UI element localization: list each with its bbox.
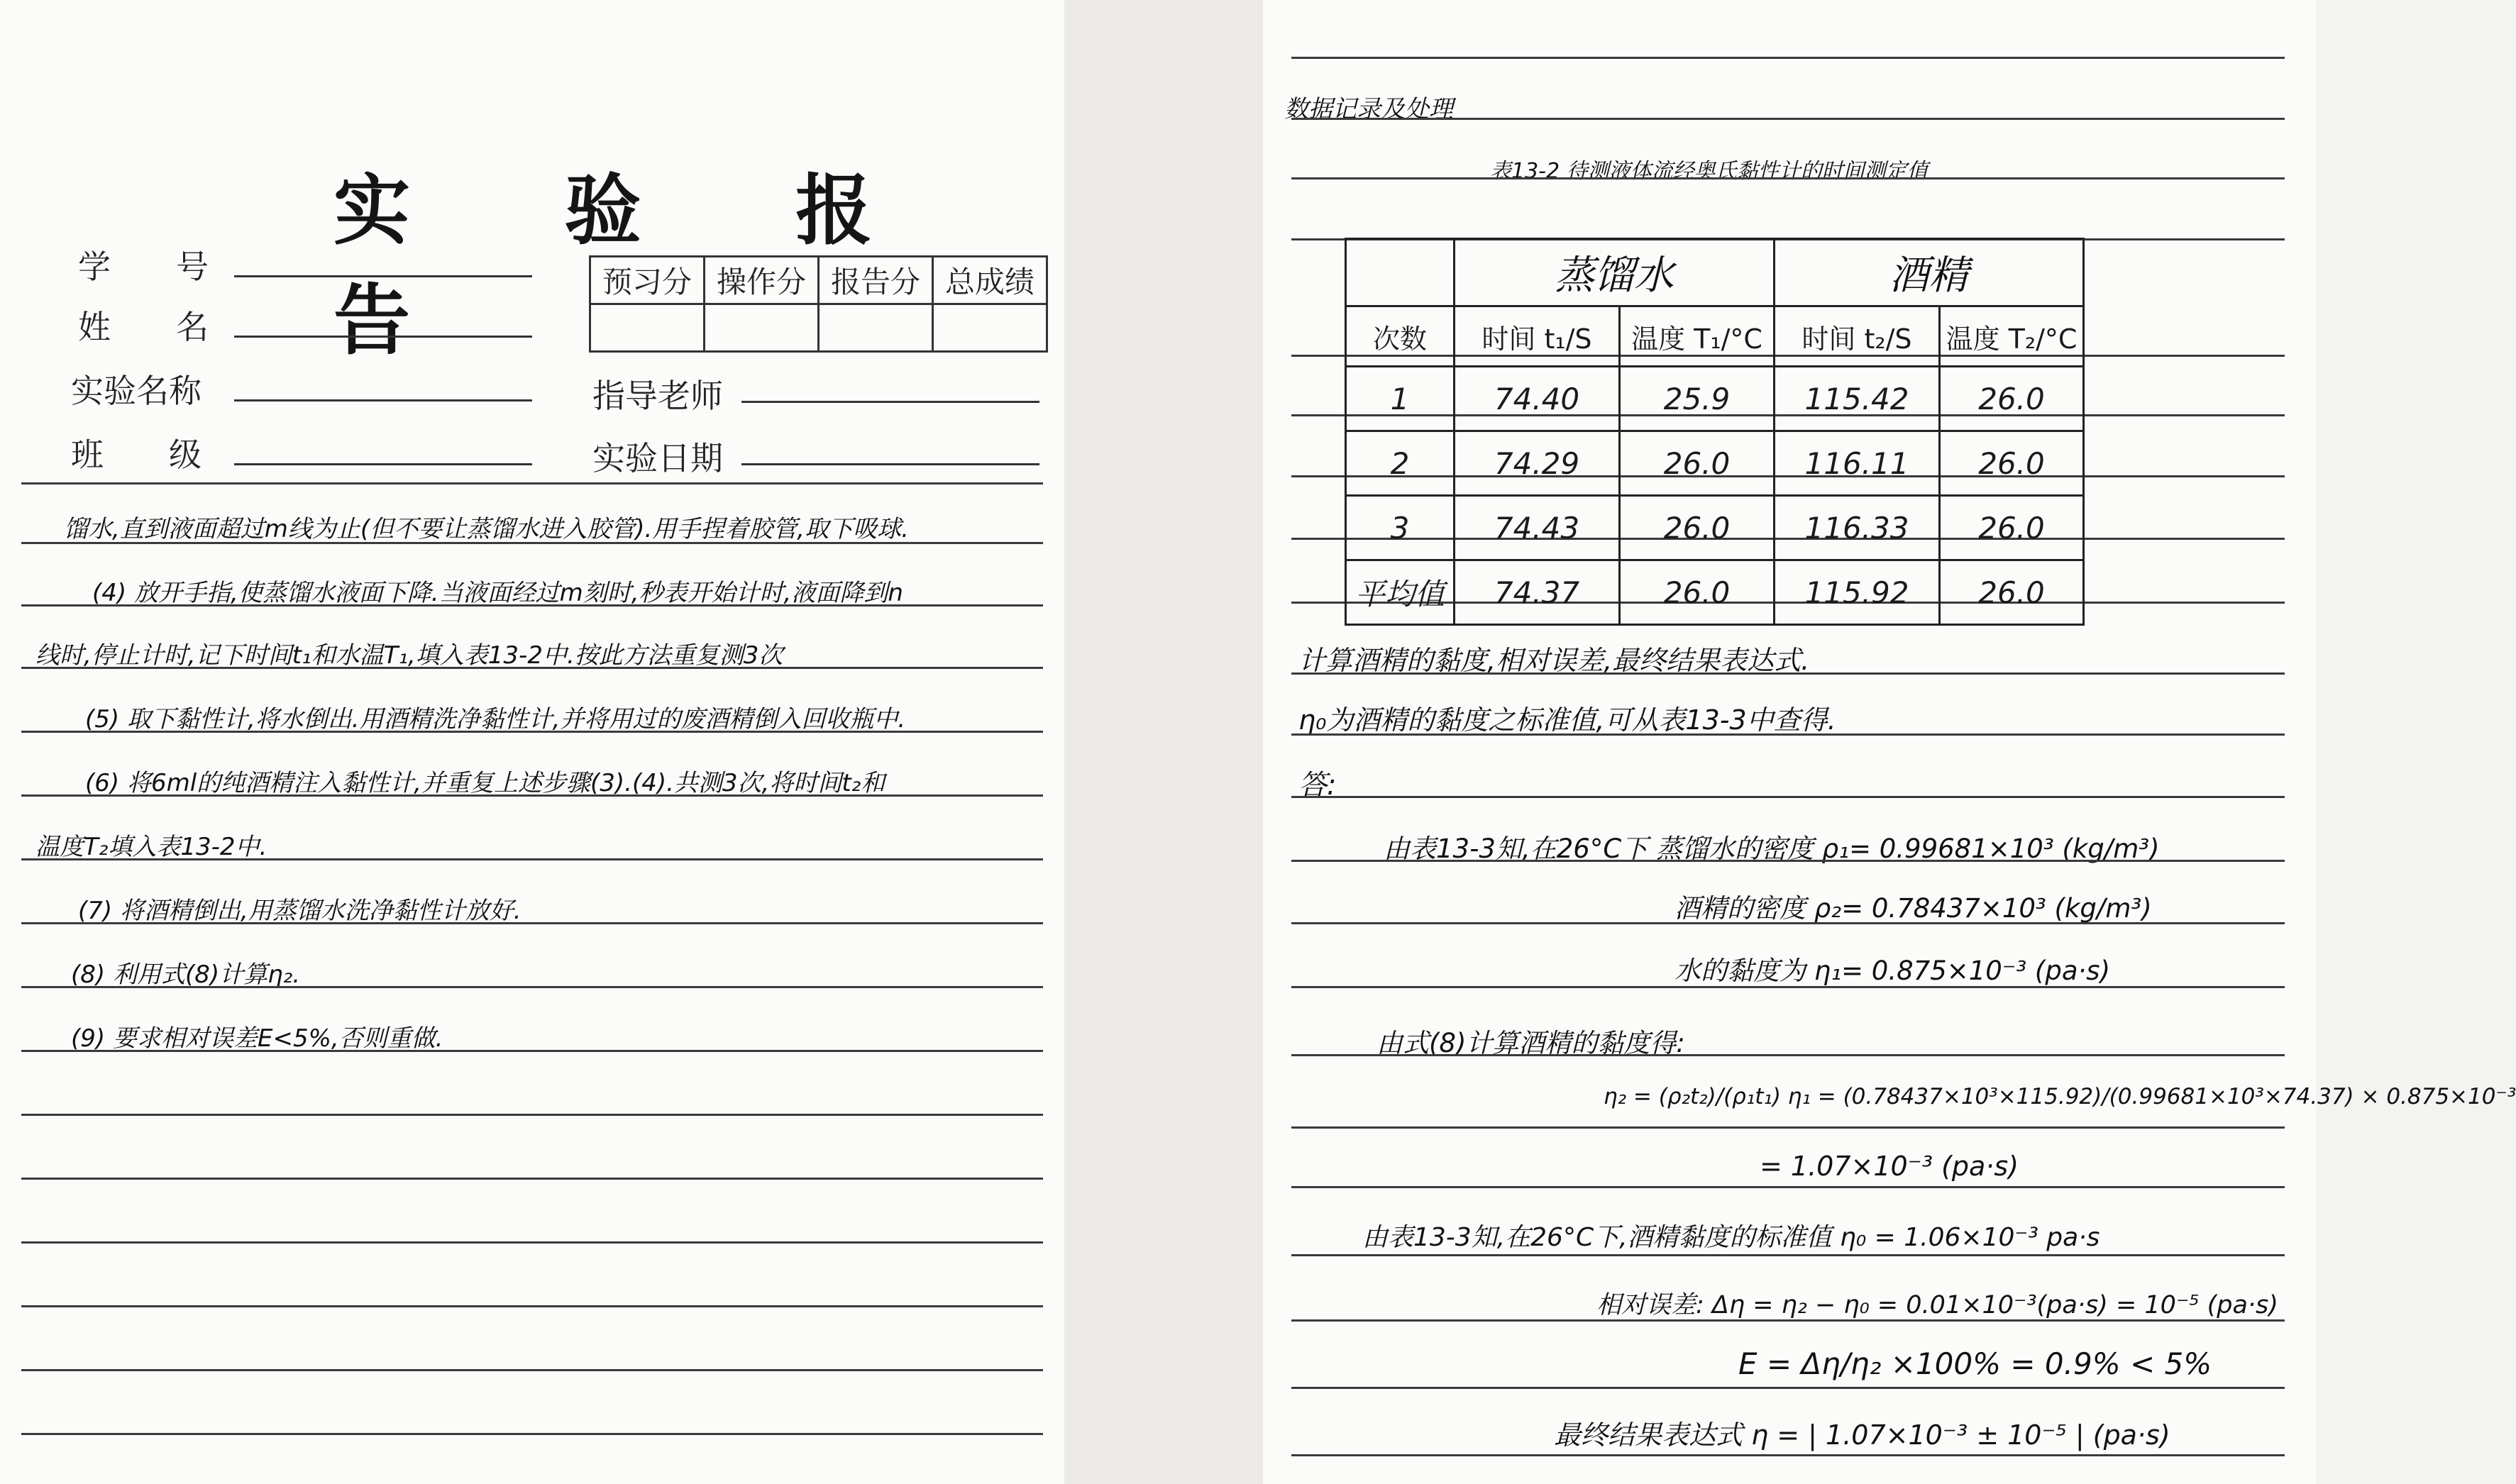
answer-label: 答:	[1298, 769, 1337, 802]
score-header-preview: 预习分	[590, 257, 705, 304]
ruled-line	[21, 986, 1043, 988]
score-header-report: 报告分	[819, 257, 933, 304]
ruled-line	[21, 922, 1043, 924]
ruled-line	[21, 731, 1043, 733]
answer-line-2: 酒精的密度 ρ₂= 0.78437×10³ (kg/m³)	[1674, 893, 2152, 924]
ruled-line	[1291, 57, 2285, 59]
table-cell: 74.43	[1455, 496, 1620, 560]
step-line-9: (9) 要求相对误差E<5%,否则重做.	[71, 1024, 443, 1053]
table-corner	[1346, 239, 1455, 306]
ruled-line	[21, 1241, 1043, 1244]
field-line-student-id	[234, 275, 532, 277]
table-cell: 2	[1346, 431, 1455, 496]
table-caption: 表13-2 待测液体流经奥氏黏性计的时间测定值	[1490, 159, 1929, 184]
table-cell: 26.0	[1940, 367, 2084, 431]
answer-line-8: 相对误差: Δη = η₂ − η₀ = 0.01×10⁻³(pa·s) = 10⁻⁵ (pa·s)	[1596, 1291, 2278, 1319]
step-line-4: (5) 取下黏性计,将水倒出.用酒精洗净黏性计,并将用过的废酒精倒入回收瓶中.	[85, 705, 906, 733]
group-header-alcohol: 酒精	[1775, 239, 2084, 306]
step-line-1: 馏水,直到液面超过m线为止(但不要让蒸馏水进入胶管).用手捏着胶管,取下吸球.	[64, 515, 909, 543]
header-temp-t1: 温度 T₁/°C	[1620, 306, 1775, 367]
field-label-class: 班 级	[71, 436, 202, 474]
ruled-line	[1291, 1254, 2285, 1256]
prompt-line-2: η₀为酒精的黏度之标准值,可从表13-3中查得.	[1298, 704, 1836, 736]
ruled-line	[1291, 118, 2285, 120]
score-cell	[933, 304, 1047, 352]
ruled-line	[1291, 986, 2285, 988]
table-cell: 26.0	[1940, 431, 2084, 496]
table-cell: 26.0	[1620, 496, 1775, 560]
ruled-line	[1291, 860, 2285, 862]
answer-line-9-error: E = Δη/η₂ ×100% = 0.9% < 5%	[1738, 1346, 2212, 1381]
left-page	[0, 0, 1064, 1484]
ruled-line	[21, 1114, 1043, 1116]
step-line-3: 线时,停止计时,记下时间t₁和水温T₁,填入表13-2中.按此方法重复测3次	[35, 641, 783, 670]
score-header-operation: 操作分	[705, 257, 819, 304]
section-title: 数据记录及处理	[1284, 95, 1453, 123]
ruled-line	[21, 1369, 1043, 1371]
table-cell: 74.40	[1455, 367, 1620, 431]
ruled-line	[1291, 733, 2285, 736]
header-time-t2: 时间 t₂/S	[1775, 306, 1940, 367]
date-line	[741, 463, 1039, 465]
prompt-line-1: 计算酒精的黏度,相对误差,最终结果表达式.	[1298, 645, 1810, 676]
ruled-line	[1291, 1126, 2285, 1129]
date-label: 实验日期	[592, 439, 723, 477]
field-label-student-id: 学 号	[78, 248, 209, 286]
step-line-5: (6) 将6ml的纯酒精注入黏性计,并重复上述步骤(3).(4).共测3次,将时间t₂和	[85, 769, 885, 797]
header-trial: 次数	[1346, 306, 1455, 367]
header-temp-t2: 温度 T₂/°C	[1940, 306, 2084, 367]
header-time-t1: 时间 t₁/S	[1455, 306, 1620, 367]
table-cell: 116.33	[1775, 496, 1940, 560]
step-line-7: (7) 将酒精倒出,用蒸馏水洗净黏性计放好.	[78, 897, 522, 925]
instructor-label: 指导老师	[592, 377, 723, 415]
field-line-class	[234, 463, 532, 465]
ruled-line	[1291, 1054, 2285, 1056]
field-line-name	[234, 336, 532, 338]
table-cell: 74.37	[1455, 560, 1620, 625]
table-cell: 26.0	[1940, 560, 2084, 625]
ruled-line	[1291, 1387, 2285, 1389]
ruled-line	[21, 542, 1043, 544]
ruled-line	[21, 604, 1043, 607]
ruled-line	[1291, 672, 2285, 675]
data-table	[1345, 238, 2085, 626]
header-divider	[21, 482, 1043, 484]
score-cell	[705, 304, 819, 352]
page-gutter	[1064, 0, 1263, 1484]
table-cell: 3	[1346, 496, 1455, 560]
group-header-water: 蒸馏水	[1455, 239, 1775, 306]
table-cell: 26.0	[1940, 496, 2084, 560]
ruled-line	[1291, 1186, 2285, 1188]
answer-line-7: 由表13-3知,在26°C下,酒精黏度的标准值 η₀ = 1.06×10⁻³ pa·s	[1362, 1223, 2100, 1252]
answer-line-10-final: 最终结果表达式 η = | 1.07×10⁻³ ± 10⁻⁵ | (pa·s)	[1554, 1419, 2170, 1451]
ruled-line	[21, 1050, 1043, 1052]
step-line-8: (8) 利用式(8)计算η₂.	[71, 960, 301, 989]
table-cell: 25.9	[1620, 367, 1775, 431]
ruled-line	[1291, 922, 2285, 924]
field-line-experiment-name	[234, 399, 532, 402]
answer-line-4: 由式(8)计算酒精的黏度得:	[1376, 1028, 1685, 1058]
table-cell: 26.0	[1620, 560, 1775, 625]
answer-line-1: 由表13-3知,在26°C下 蒸馏水的密度 ρ₁= 0.99681×10³ (kg/m³)	[1384, 834, 2160, 864]
field-label-experiment-name: 实验名称	[71, 372, 202, 410]
table-cell-average-label: 平均值	[1346, 560, 1455, 625]
table-cell: 115.92	[1775, 560, 1940, 625]
score-cell	[590, 304, 705, 352]
table-cell: 116.11	[1775, 431, 1940, 496]
right-page	[1263, 0, 2316, 1484]
ruled-line	[1291, 177, 2285, 179]
table-cell: 115.42	[1775, 367, 1940, 431]
answer-line-3: 水的黏度为 η₁= 0.875×10⁻³ (pa·s)	[1674, 956, 2111, 986]
table-cell: 74.29	[1455, 431, 1620, 496]
ruled-line	[21, 794, 1043, 797]
ruled-line	[1291, 1454, 2285, 1456]
ruled-line	[1291, 796, 2285, 798]
ruled-line	[21, 667, 1043, 669]
score-header-total: 总成绩	[933, 257, 1047, 304]
field-label-name: 姓 名	[78, 308, 209, 346]
ruled-line	[21, 1305, 1043, 1307]
instructor-line	[741, 401, 1039, 403]
ruled-line	[21, 1433, 1043, 1435]
report-title: 实 验 报 告	[333, 166, 937, 365]
score-table	[589, 255, 1048, 353]
table-cell: 26.0	[1620, 431, 1775, 496]
table-cell: 1	[1346, 367, 1455, 431]
step-line-6: 温度T₂填入表13-2中.	[35, 833, 267, 861]
ruled-line	[21, 1178, 1043, 1180]
ruled-line	[1291, 1319, 2285, 1322]
ruled-line	[21, 858, 1043, 860]
answer-line-5-formula: η₂ = (ρ₂t₂)/(ρ₁t₁) η₁ = (0.78437×10³×115.92)/(0.99681×10³×74.37) × 0.875×10⁻³	[1604, 1084, 2516, 1109]
score-cell	[819, 304, 933, 352]
answer-line-6-result: = 1.07×10⁻³ (pa·s)	[1760, 1151, 2019, 1182]
step-line-2: (4) 放开手指,使蒸馏水液面下降.当液面经过m刻时,秒表开始计时,液面降到n	[92, 579, 903, 607]
